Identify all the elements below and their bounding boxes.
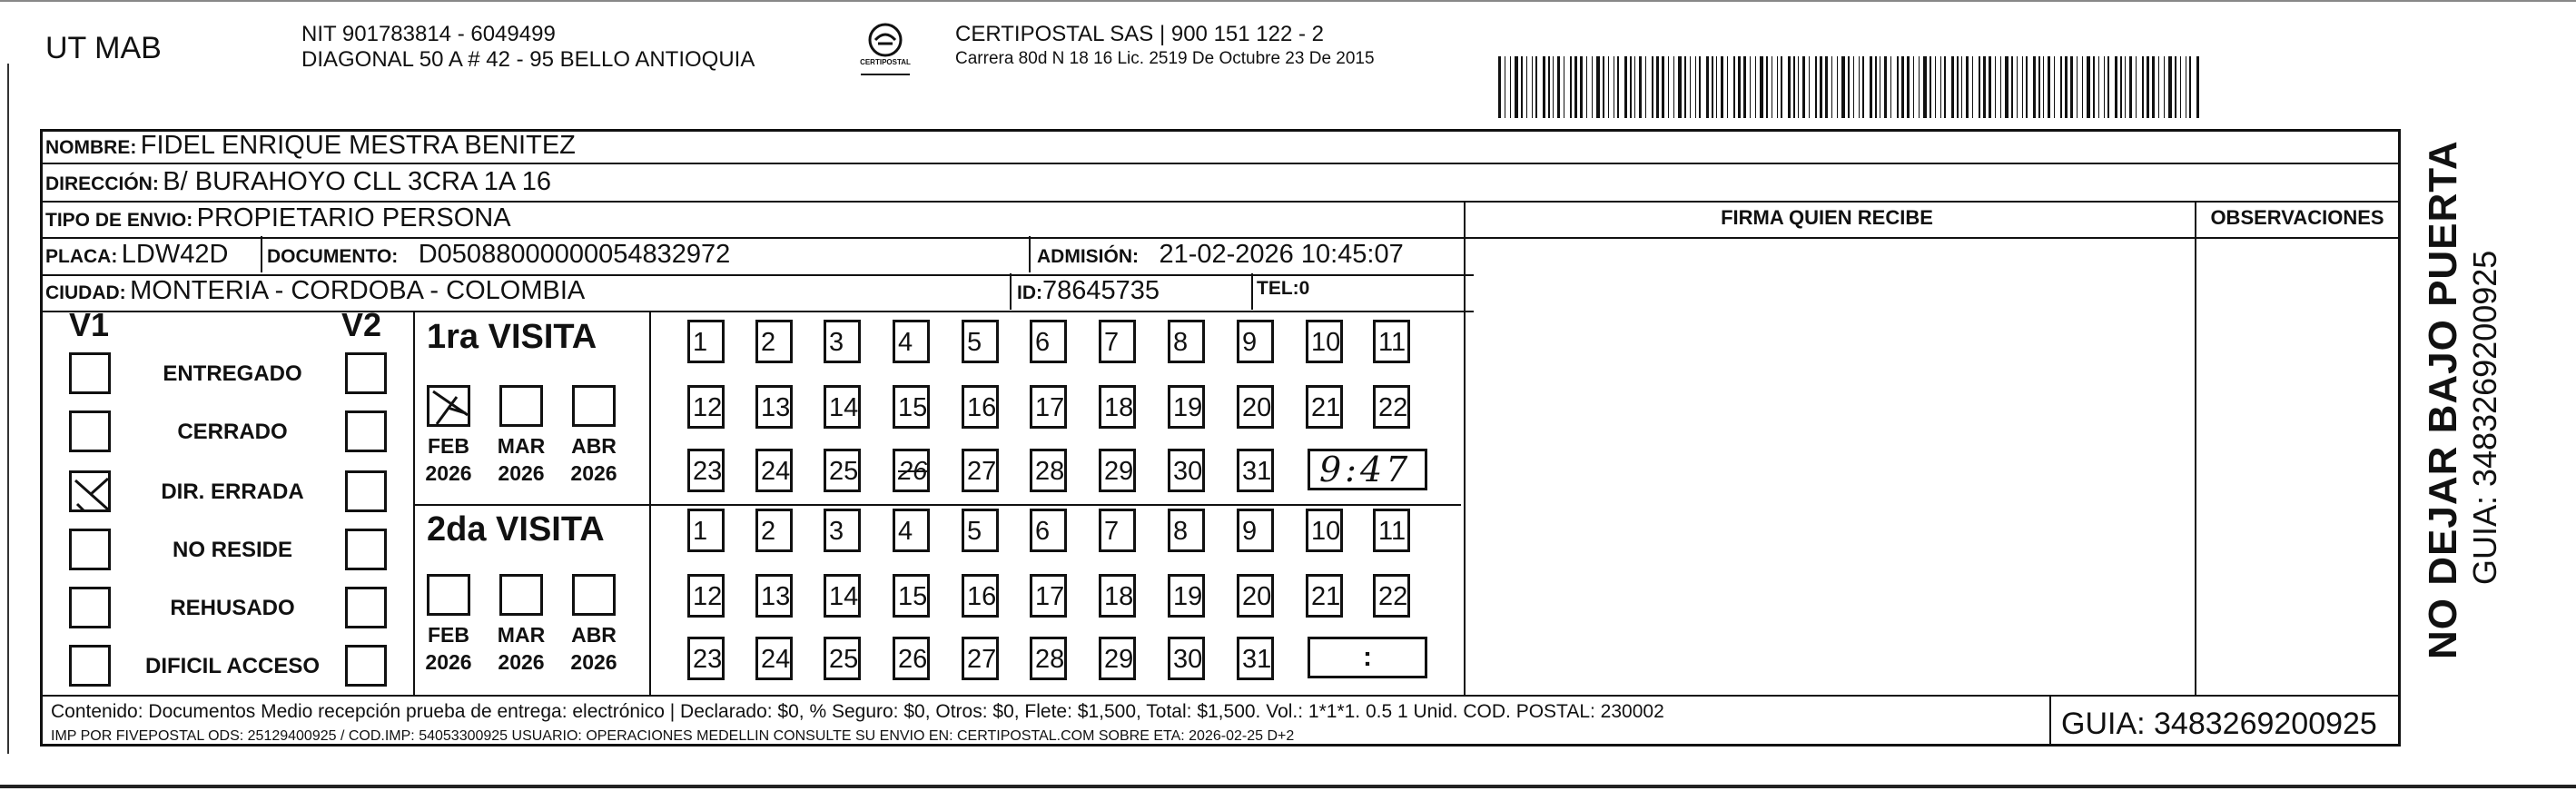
barcode-bar	[1596, 56, 1600, 118]
barcode-bar	[1543, 56, 1545, 118]
barcode-bar	[1825, 56, 1828, 118]
day-box-14[interactable]: 14	[824, 574, 861, 618]
barcode-bar	[2087, 56, 2090, 118]
barcode-bar	[1793, 56, 1795, 118]
barcode-bar	[1743, 56, 1746, 118]
barcode-bar	[1586, 56, 1587, 118]
rule-1	[43, 163, 2398, 164]
day-box-15[interactable]: 15	[893, 385, 930, 429]
day-box-8[interactable]: 8	[1168, 320, 1205, 363]
day-box-23[interactable]: 23	[687, 637, 725, 680]
direccion-row	[45, 167, 551, 197]
barcode-bar	[1712, 56, 1713, 118]
top-edge-line	[0, 0, 2576, 2]
day-box-31[interactable]: 31	[1237, 449, 1274, 492]
nit-line: NIT 901783814 - 6049499	[301, 22, 556, 46]
footer-guia: GUIA: 3483269200925	[2061, 707, 2377, 741]
barcode-bar	[1624, 56, 1627, 118]
month-checkbox[interactable]	[499, 574, 543, 616]
check-mark-icon	[72, 473, 114, 515]
barcode-bar	[1733, 56, 1735, 118]
barcode-bar	[1923, 56, 1927, 118]
rule-obs-header	[1466, 237, 2398, 239]
barcode-bar	[1781, 56, 1782, 118]
barcode-bar	[2048, 56, 2050, 118]
barcode-bar	[1875, 56, 1877, 118]
barcode-bar	[2189, 56, 2191, 118]
left-edge-line	[7, 64, 9, 754]
month-year-label	[494, 621, 548, 676]
day-box-1[interactable]: 1	[687, 320, 725, 363]
barcode-bar	[1695, 56, 1696, 118]
rule-2	[43, 201, 2398, 203]
v1-checkbox[interactable]	[69, 587, 111, 628]
month-year-label	[494, 432, 548, 487]
barcode-bar	[2107, 56, 2109, 118]
v2-checkbox[interactable]	[345, 470, 387, 512]
barcode-bar	[2142, 56, 2144, 118]
barcode-bar	[1557, 56, 1560, 118]
day-box-27[interactable]: 27	[962, 449, 999, 492]
barcode-bar	[1919, 56, 1920, 118]
day-box-15[interactable]: 15	[893, 574, 930, 618]
barcode-bar	[2033, 56, 2036, 118]
month-year-label	[421, 621, 476, 676]
day-box-2[interactable]: 2	[755, 509, 793, 552]
barcode-bar	[2054, 56, 2055, 118]
barcode-bar	[1699, 56, 1701, 118]
day-box-12[interactable]: 12	[687, 385, 725, 429]
company-code: UT MAB	[45, 31, 162, 65]
barcode-bar	[1853, 56, 1854, 118]
direccion-value: B/ BURAHOYO CLL 3CRA 1A 16	[163, 167, 551, 196]
tipo-envio-row	[45, 203, 511, 233]
day-box-9[interactable]: 9	[1237, 320, 1274, 363]
day-box-3[interactable]: 3	[824, 320, 861, 363]
barcode-bar	[1580, 56, 1583, 118]
day-box-25[interactable]: 25	[824, 637, 861, 680]
col-days-left	[649, 311, 651, 695]
day-box-22[interactable]: 22	[1373, 574, 1410, 618]
month-year-label	[567, 621, 621, 676]
tipo-envio-value: PROPIETARIO PERSONA	[196, 203, 511, 232]
day-box-28[interactable]: 28	[1030, 449, 1067, 492]
ciudad-value: MONTERIA - CORDOBA - COLOMBIA	[130, 276, 586, 305]
barcode-bar	[1706, 56, 1709, 118]
barcode-bar	[1831, 56, 1832, 118]
barcode-bar	[1837, 56, 1838, 118]
barcode-bar	[1532, 56, 1533, 118]
day-box-21[interactable]: 21	[1306, 385, 1343, 429]
barcode-bar	[2164, 56, 2165, 118]
barcode-bar	[1678, 56, 1682, 118]
documento-cell	[267, 240, 730, 270]
barcode-bar	[2093, 56, 2095, 118]
day-box-11[interactable]: 11	[1373, 320, 1410, 363]
nombre-label: NOMBRE:	[45, 137, 137, 158]
rule-visit-split	[413, 504, 1461, 506]
day-box-30[interactable]: 30	[1168, 449, 1205, 492]
barcode-bar	[1553, 56, 1554, 118]
day-box-18[interactable]: 18	[1099, 574, 1136, 618]
barcode-bar	[2125, 56, 2126, 118]
barcode-bar	[2152, 56, 2155, 118]
day-box-28[interactable]: 28	[1030, 637, 1067, 680]
barcode-bar	[1890, 56, 1891, 118]
placa-divider	[261, 236, 262, 272]
time-placeholder: :	[1363, 642, 1372, 672]
month-label: MAR	[497, 623, 546, 647]
barcode-bar	[2104, 56, 2105, 118]
footer-contenido: Contenido: Documentos Medio recepción prueba de entrega: electrónico | Declarado: $0, % Seguro: $0, Otros: $0, Flete: $1,500, Total: $1,500. Vol.: 1*1*1. 0.5 1 Unid. COD. POSTAL: 230002	[51, 701, 1664, 722]
first-visit-title: 1ra VISITA	[427, 318, 597, 356]
logo-text: CERTIPOSTAL	[860, 58, 911, 66]
month-checkbox[interactable]	[572, 574, 616, 616]
month-year-label	[421, 432, 476, 487]
barcode-bar	[1901, 56, 1904, 118]
barcode-bar	[1766, 56, 1768, 118]
v1-header: V1	[69, 306, 110, 343]
barcode-bar	[1668, 56, 1669, 118]
col-obs-left	[2195, 201, 2196, 695]
month-checkbox[interactable]	[427, 574, 470, 616]
barcode-bar	[1574, 56, 1577, 118]
day-box-21[interactable]: 21	[1306, 574, 1343, 618]
barcode-bar	[1995, 56, 1996, 118]
v1-checkbox[interactable]	[69, 470, 111, 512]
barcode-bar	[1498, 56, 1501, 118]
barcode-bar	[2065, 56, 2068, 118]
month-label: ABR	[571, 434, 617, 458]
month-checkbox[interactable]	[427, 385, 470, 427]
placa-row	[45, 240, 228, 270]
barcode-bar	[1634, 56, 1635, 118]
barcode-bar	[2005, 56, 2008, 118]
barcode-bar	[2026, 56, 2028, 118]
barcode-bar	[1815, 56, 1817, 118]
barcode-bar	[1673, 56, 1674, 118]
day-box-7[interactable]: 7	[1099, 509, 1136, 552]
barcode-bar	[1884, 56, 1887, 118]
barcode-bar	[2017, 56, 2018, 118]
barcode-bar	[1979, 56, 1980, 118]
v2-checkbox[interactable]	[345, 645, 387, 687]
barcode-bar	[2168, 56, 2172, 118]
day-box-11[interactable]: 11	[1373, 509, 1410, 552]
barcode-bar	[2060, 56, 2062, 118]
id-cell	[1017, 276, 1160, 306]
option-label: CERRADO	[177, 420, 288, 444]
barcode-bar	[1760, 56, 1763, 118]
day-box-24[interactable]: 24	[755, 637, 793, 680]
option-label: REHUSADO	[170, 596, 295, 620]
barcode-bar	[1983, 56, 1986, 118]
day-box-20[interactable]: 20	[1237, 385, 1274, 429]
nombre-value: FIDEL ENRIQUE MESTRA BENITEZ	[140, 131, 576, 160]
year-label: 2026	[425, 461, 472, 485]
day-box-5[interactable]: 5	[962, 509, 999, 552]
barcode-bar	[1940, 56, 1941, 118]
day-box-17[interactable]: 17	[1030, 385, 1067, 429]
barcode-bar	[1526, 56, 1527, 118]
id-value: 78645735	[1042, 276, 1160, 305]
day-box-26[interactable]: 26	[893, 449, 930, 492]
barcode-bar	[1662, 56, 1664, 118]
guia-box-left	[2049, 695, 2051, 747]
id-divider	[1010, 273, 1012, 310]
day-box-8[interactable]: 8	[1168, 509, 1205, 552]
barcode-bar	[2147, 56, 2149, 118]
barcode-bar	[2000, 56, 2001, 118]
barcode-bar	[1788, 56, 1791, 118]
carrier-license: Carrera 80d N 18 16 Lic. 2519 De Octubre 23 De 2015	[955, 49, 1375, 68]
certipostal-logo	[854, 18, 917, 82]
barcode-bar	[1690, 56, 1691, 118]
barcode-bar	[2158, 56, 2159, 118]
barcode-bar	[1617, 56, 1619, 118]
day-box-29[interactable]: 29	[1099, 449, 1136, 492]
barcode-bar	[1630, 56, 1632, 118]
check-mark-icon	[429, 388, 473, 430]
day-box-25[interactable]: 25	[824, 449, 861, 492]
footer-imp: IMP POR FIVEPOSTAL ODS: 25129400925 / COD.IMP: 54053300925 USUARIO: OPERACIONES MEDELLIN CONSULTE SU ENVIO EN: CERTIPOSTAL.COM SOBRE ETA: 2026-02-25 D+2	[51, 728, 1295, 744]
rule-5	[43, 311, 1474, 312]
barcode-bar	[2120, 56, 2122, 118]
option-label: NO RESIDE	[172, 538, 293, 562]
side-warning: NO DEJAR BAJO PUERTA	[2421, 140, 2465, 659]
barcode-bar	[1961, 56, 1962, 118]
barcode	[1498, 56, 2202, 118]
month-year-label	[567, 432, 621, 487]
day-box-9[interactable]: 9	[1237, 509, 1274, 552]
v1-checkbox[interactable]	[69, 529, 111, 570]
barcode-bar	[1966, 56, 1969, 118]
barcode-bar	[1802, 56, 1805, 118]
barcode-bar	[1750, 56, 1751, 118]
day-box-20[interactable]: 20	[1237, 574, 1274, 618]
barcode-bar	[1972, 56, 1973, 118]
second-visit-time-box[interactable]	[1308, 637, 1427, 678]
carrier-name: CERTIPOSTAL SAS | 900 151 122 - 2	[955, 22, 1324, 46]
day-box-14[interactable]: 14	[824, 385, 861, 429]
barcode-bar	[1510, 56, 1511, 118]
barcode-bar	[1608, 56, 1609, 118]
year-label: 2026	[425, 650, 472, 674]
side-guia: GUIA: 3483269200925	[2466, 250, 2503, 585]
barcode-bar	[2022, 56, 2023, 118]
option-label: DIR. ERRADA	[161, 480, 304, 504]
day-box-4[interactable]: 4	[893, 320, 930, 363]
day-box-16[interactable]: 16	[962, 385, 999, 429]
month-label: ABR	[571, 623, 617, 647]
direccion-label: DIRECCIÓN:	[45, 173, 159, 194]
barcode-bar	[1738, 56, 1741, 118]
tel-value: 0	[1298, 278, 1310, 299]
barcode-bar	[1727, 56, 1728, 118]
documento-label: DOCUMENTO:	[267, 246, 399, 267]
v2-checkbox[interactable]	[345, 410, 387, 452]
day-box-1[interactable]: 1	[687, 509, 725, 552]
ciudad-label: CIUDAD:	[45, 282, 126, 303]
barcode-bar	[1716, 56, 1717, 118]
col-firma-left	[1464, 201, 1466, 695]
barcode-bar	[1989, 56, 1991, 118]
handwritten-time: 9:47	[1319, 450, 1412, 490]
day-box-16[interactable]: 16	[962, 574, 999, 618]
barcode-bar	[2175, 56, 2176, 118]
barcode-bar	[1848, 56, 1850, 118]
barcode-bar	[2011, 56, 2013, 118]
barcode-bar	[1862, 56, 1864, 118]
barcode-bar	[2043, 56, 2044, 118]
barcode-bar	[1951, 56, 1954, 118]
option-label: DIFICIL ACCESO	[144, 654, 320, 678]
barcode-bar	[2038, 56, 2040, 118]
option-label: ENTREGADO	[163, 361, 302, 386]
day-box-30[interactable]: 30	[1168, 637, 1205, 680]
tel-cell	[1257, 278, 1309, 300]
barcode-bar	[1930, 56, 1931, 118]
year-label: 2026	[570, 461, 617, 485]
barcode-bar	[1755, 56, 1756, 118]
first-visit-time-box[interactable]	[1308, 449, 1427, 490]
v2-checkbox[interactable]	[345, 587, 387, 628]
day-box-12[interactable]: 12	[687, 574, 725, 618]
barcode-bar	[2196, 56, 2199, 118]
day-box-3[interactable]: 3	[824, 509, 861, 552]
month-checkbox[interactable]	[572, 385, 616, 427]
tipo-envio-label: TIPO DE ENVIO:	[45, 210, 193, 231]
day-box-7[interactable]: 7	[1099, 320, 1136, 363]
day-box-13[interactable]: 13	[755, 385, 793, 429]
id-label: ID:	[1017, 282, 1042, 303]
month-label: MAR	[497, 434, 546, 458]
day-box-6[interactable]: 6	[1030, 320, 1067, 363]
admision-value: 21-02-2026 10:45:07	[1159, 240, 1404, 269]
barcode-bar	[2129, 56, 2132, 118]
barcode-bar	[2098, 56, 2099, 118]
barcode-bar	[1935, 56, 1936, 118]
day-box-4[interactable]: 4	[893, 509, 930, 552]
admision-cell	[1037, 240, 1404, 270]
barcode-bar	[1809, 56, 1810, 118]
day-box-22[interactable]: 22	[1373, 385, 1410, 429]
v2-checkbox[interactable]	[345, 352, 387, 394]
barcode-bar	[1859, 56, 1860, 118]
address-line: DIAGONAL 50 A # 42 - 95 BELLO ANTIOQUIA	[301, 47, 755, 72]
day-box-19[interactable]: 19	[1168, 574, 1205, 618]
barcode-bar	[2115, 56, 2117, 118]
tel-label: TEL:	[1257, 278, 1299, 299]
barcode-bar	[1841, 56, 1845, 118]
ciudad-row	[45, 276, 585, 306]
barcode-bar	[1870, 56, 1872, 118]
day-box-5[interactable]: 5	[962, 320, 999, 363]
day-box-24[interactable]: 24	[755, 449, 793, 492]
barcode-bar	[1603, 56, 1604, 118]
barcode-bar	[1944, 56, 1946, 118]
barcode-bar	[1656, 56, 1659, 118]
barcode-bar	[1570, 56, 1572, 118]
firma-header: FIRMA QUIEN RECIBE	[1721, 206, 1933, 229]
documento-value: D05088000000054832972	[418, 240, 731, 269]
barcode-bar	[1798, 56, 1799, 118]
observaciones-header: OBSERVACIONES	[2210, 206, 2384, 229]
day-box-29[interactable]: 29	[1099, 637, 1136, 680]
barcode-bar	[1820, 56, 1822, 118]
year-label: 2026	[498, 650, 545, 674]
barcode-bar	[1913, 56, 1914, 118]
day-box-10[interactable]: 10	[1306, 509, 1343, 552]
month-label: FEB	[428, 623, 469, 647]
barcode-bar	[1777, 56, 1778, 118]
day-box-23[interactable]: 23	[687, 449, 725, 492]
barcode-bar	[1645, 56, 1646, 118]
barcode-bar	[1652, 56, 1653, 118]
barcode-bar	[2070, 56, 2073, 118]
v1-checkbox[interactable]	[69, 410, 111, 452]
rule-3	[43, 237, 1474, 239]
year-label: 2026	[498, 461, 545, 485]
day-box-10[interactable]: 10	[1306, 320, 1343, 363]
barcode-bar	[1521, 56, 1523, 118]
placa-label: PLACA:	[45, 246, 118, 267]
day-box-17[interactable]: 17	[1030, 574, 1067, 618]
v2-checkbox[interactable]	[345, 529, 387, 570]
day-box-27[interactable]: 27	[962, 637, 999, 680]
second-visit-title: 2da VISITA	[427, 510, 605, 549]
admision-divider	[1029, 236, 1031, 272]
tel-divider	[1251, 273, 1253, 310]
barcode-bar	[1897, 56, 1899, 118]
day-box-19[interactable]: 19	[1168, 385, 1205, 429]
barcode-bar	[1548, 56, 1550, 118]
month-checkbox[interactable]	[499, 385, 543, 427]
barcode-bar	[1684, 56, 1686, 118]
col-visit-left	[413, 311, 415, 695]
nombre-row	[45, 131, 576, 161]
barcode-bar	[2077, 56, 2078, 118]
barcode-bar	[2180, 56, 2181, 118]
placa-value: LDW42D	[121, 240, 229, 269]
day-box-13[interactable]: 13	[755, 574, 793, 618]
barcode-bar	[2082, 56, 2083, 118]
month-label: FEB	[428, 434, 469, 458]
barcode-bar	[1515, 56, 1518, 118]
barcode-bar	[1535, 56, 1537, 118]
barcode-bar	[1957, 56, 1959, 118]
year-label: 2026	[570, 650, 617, 674]
admision-label: ADMISIÓN:	[1037, 246, 1139, 267]
day-box-2[interactable]: 2	[755, 320, 793, 363]
barcode-bar	[1907, 56, 1910, 118]
barcode-bar	[1592, 56, 1593, 118]
bottom-edge-line	[0, 785, 2576, 788]
v1-checkbox[interactable]	[69, 645, 111, 687]
v1-checkbox[interactable]	[69, 352, 111, 394]
v2-header: V2	[341, 306, 382, 343]
day-box-6[interactable]: 6	[1030, 509, 1067, 552]
day-box-31[interactable]: 31	[1237, 637, 1274, 680]
day-box-26[interactable]: 26	[893, 637, 930, 680]
day-box-18[interactable]: 18	[1099, 385, 1136, 429]
rule-footer	[43, 695, 2398, 697]
barcode-bar	[1639, 56, 1642, 118]
barcode-bar	[1721, 56, 1723, 118]
barcode-bar	[2136, 56, 2137, 118]
